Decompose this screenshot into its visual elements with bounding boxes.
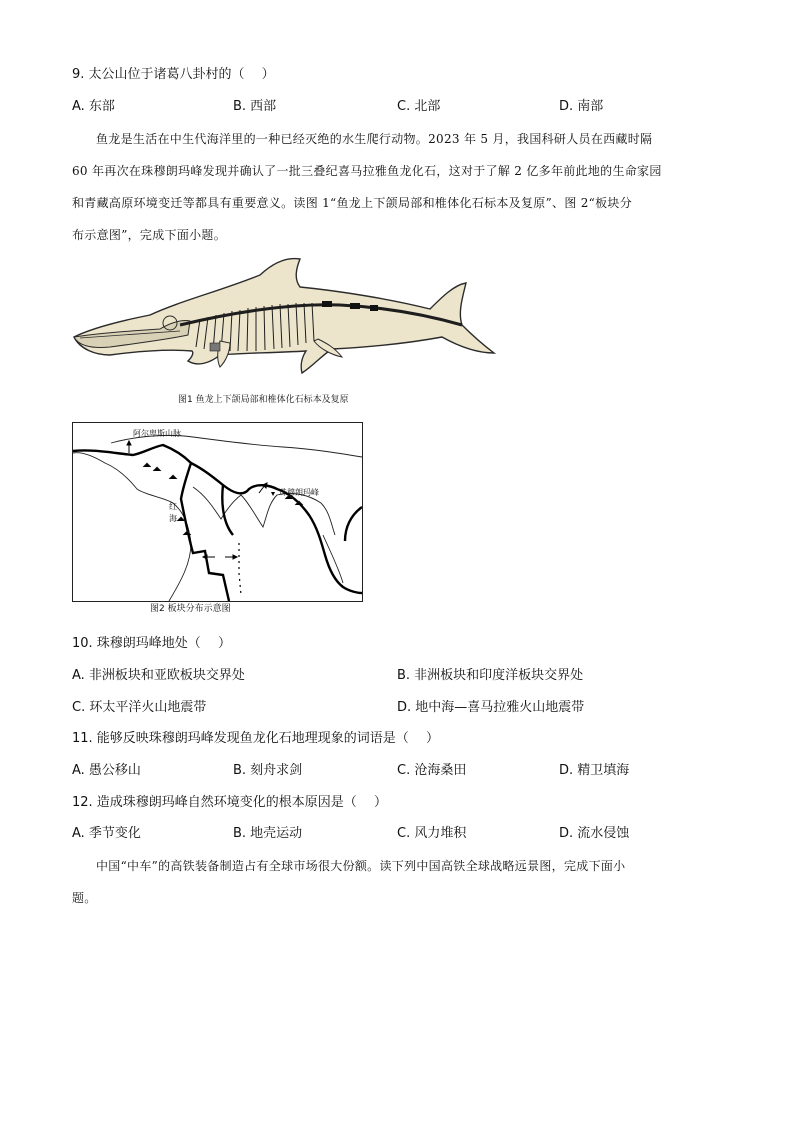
red-sea-label-2: 海 xyxy=(169,514,177,523)
plate-map-figure xyxy=(72,422,363,602)
figure-2-caption: 图2 板块分布示意图 xyxy=(150,604,231,614)
q12-option-c[interactable]: C. 风力堆积 xyxy=(397,826,467,841)
q12-option-b[interactable]: B. 地壳运动 xyxy=(233,826,303,841)
question-9-stem: 9. 太公山位于诸葛八卦村的（ ） xyxy=(72,67,275,82)
passage-2-line-2: 题。 xyxy=(72,891,97,905)
q10-option-c[interactable]: C. 环太平洋火山地震带 xyxy=(72,700,207,715)
q9-option-d[interactable]: D. 南部 xyxy=(559,99,604,114)
q9-option-a[interactable]: A. 东部 xyxy=(72,99,115,114)
ichthyosaur-illustration xyxy=(70,255,500,385)
figure-1-caption: 图1 鱼龙上下颌局部和椎体化石标本及复原 xyxy=(178,395,349,405)
q11-option-c[interactable]: C. 沧海桑田 xyxy=(397,763,467,778)
alps-label: 阿尔卑斯山脉 xyxy=(133,429,181,438)
q11-option-a[interactable]: A. 愚公移山 xyxy=(72,763,141,778)
q11-option-b[interactable]: B. 刻舟求剑 xyxy=(233,763,303,778)
q12-option-d[interactable]: D. 流水侵蚀 xyxy=(559,826,630,841)
question-11-stem: 11. 能够反映珠穆朗玛峰发现鱼龙化石地理现象的词语是（ ） xyxy=(72,731,439,746)
q9-option-b[interactable]: B. 西部 xyxy=(233,99,277,114)
plate-map-illustration xyxy=(73,423,362,601)
q10-option-a[interactable]: A. 非洲板块和亚欧板块交界处 xyxy=(72,668,245,683)
everest-marker-icon xyxy=(271,492,275,496)
everest-label: 珠穆朗玛峰 xyxy=(279,488,319,497)
passage-1-line-2: 60 年再次在珠穆朗玛峰发现并确认了一批三叠纪喜马拉雅鱼龙化石，这对于了解 2 亿多年前此地的生命家园 xyxy=(72,164,662,178)
passage-1-line-3: 和青藏高原环境变迁等都具有重要意义。读图 1“鱼龙上下颌局部和椎体化石标本及复原”、图 2“板块分 xyxy=(72,196,633,210)
red-sea-label-1: 红 xyxy=(169,502,177,511)
q9-option-c[interactable]: C. 北部 xyxy=(397,99,441,114)
ichthyosaur-figure xyxy=(70,255,500,385)
passage-1-line-4: 布示意图”，完成下面小题。 xyxy=(72,228,227,242)
question-10-stem: 10. 珠穆朗玛峰地处（ ） xyxy=(72,636,231,651)
q10-option-b[interactable]: B. 非洲板块和印度洋板块交界处 xyxy=(397,668,584,683)
question-12-stem: 12. 造成珠穆朗玛峰自然环境变化的根本原因是（ ） xyxy=(72,795,387,810)
q12-option-a[interactable]: A. 季节变化 xyxy=(72,826,141,841)
q11-option-d[interactable]: D. 精卫填海 xyxy=(559,763,630,778)
q10-option-d[interactable]: D. 地中海—喜马拉雅火山地震带 xyxy=(397,700,585,715)
passage-1-line-1: 鱼龙是生活在中生代海洋里的一种已经灭绝的水生爬行动物。2023 年 5 月，我国科研人员在西藏时隔 xyxy=(96,132,653,146)
passage-2-line-1: 中国“中车”的高铁装备制造占有全球市场很大份额。读下列中国高铁全球战略远景图，完成下面小 xyxy=(96,859,626,873)
